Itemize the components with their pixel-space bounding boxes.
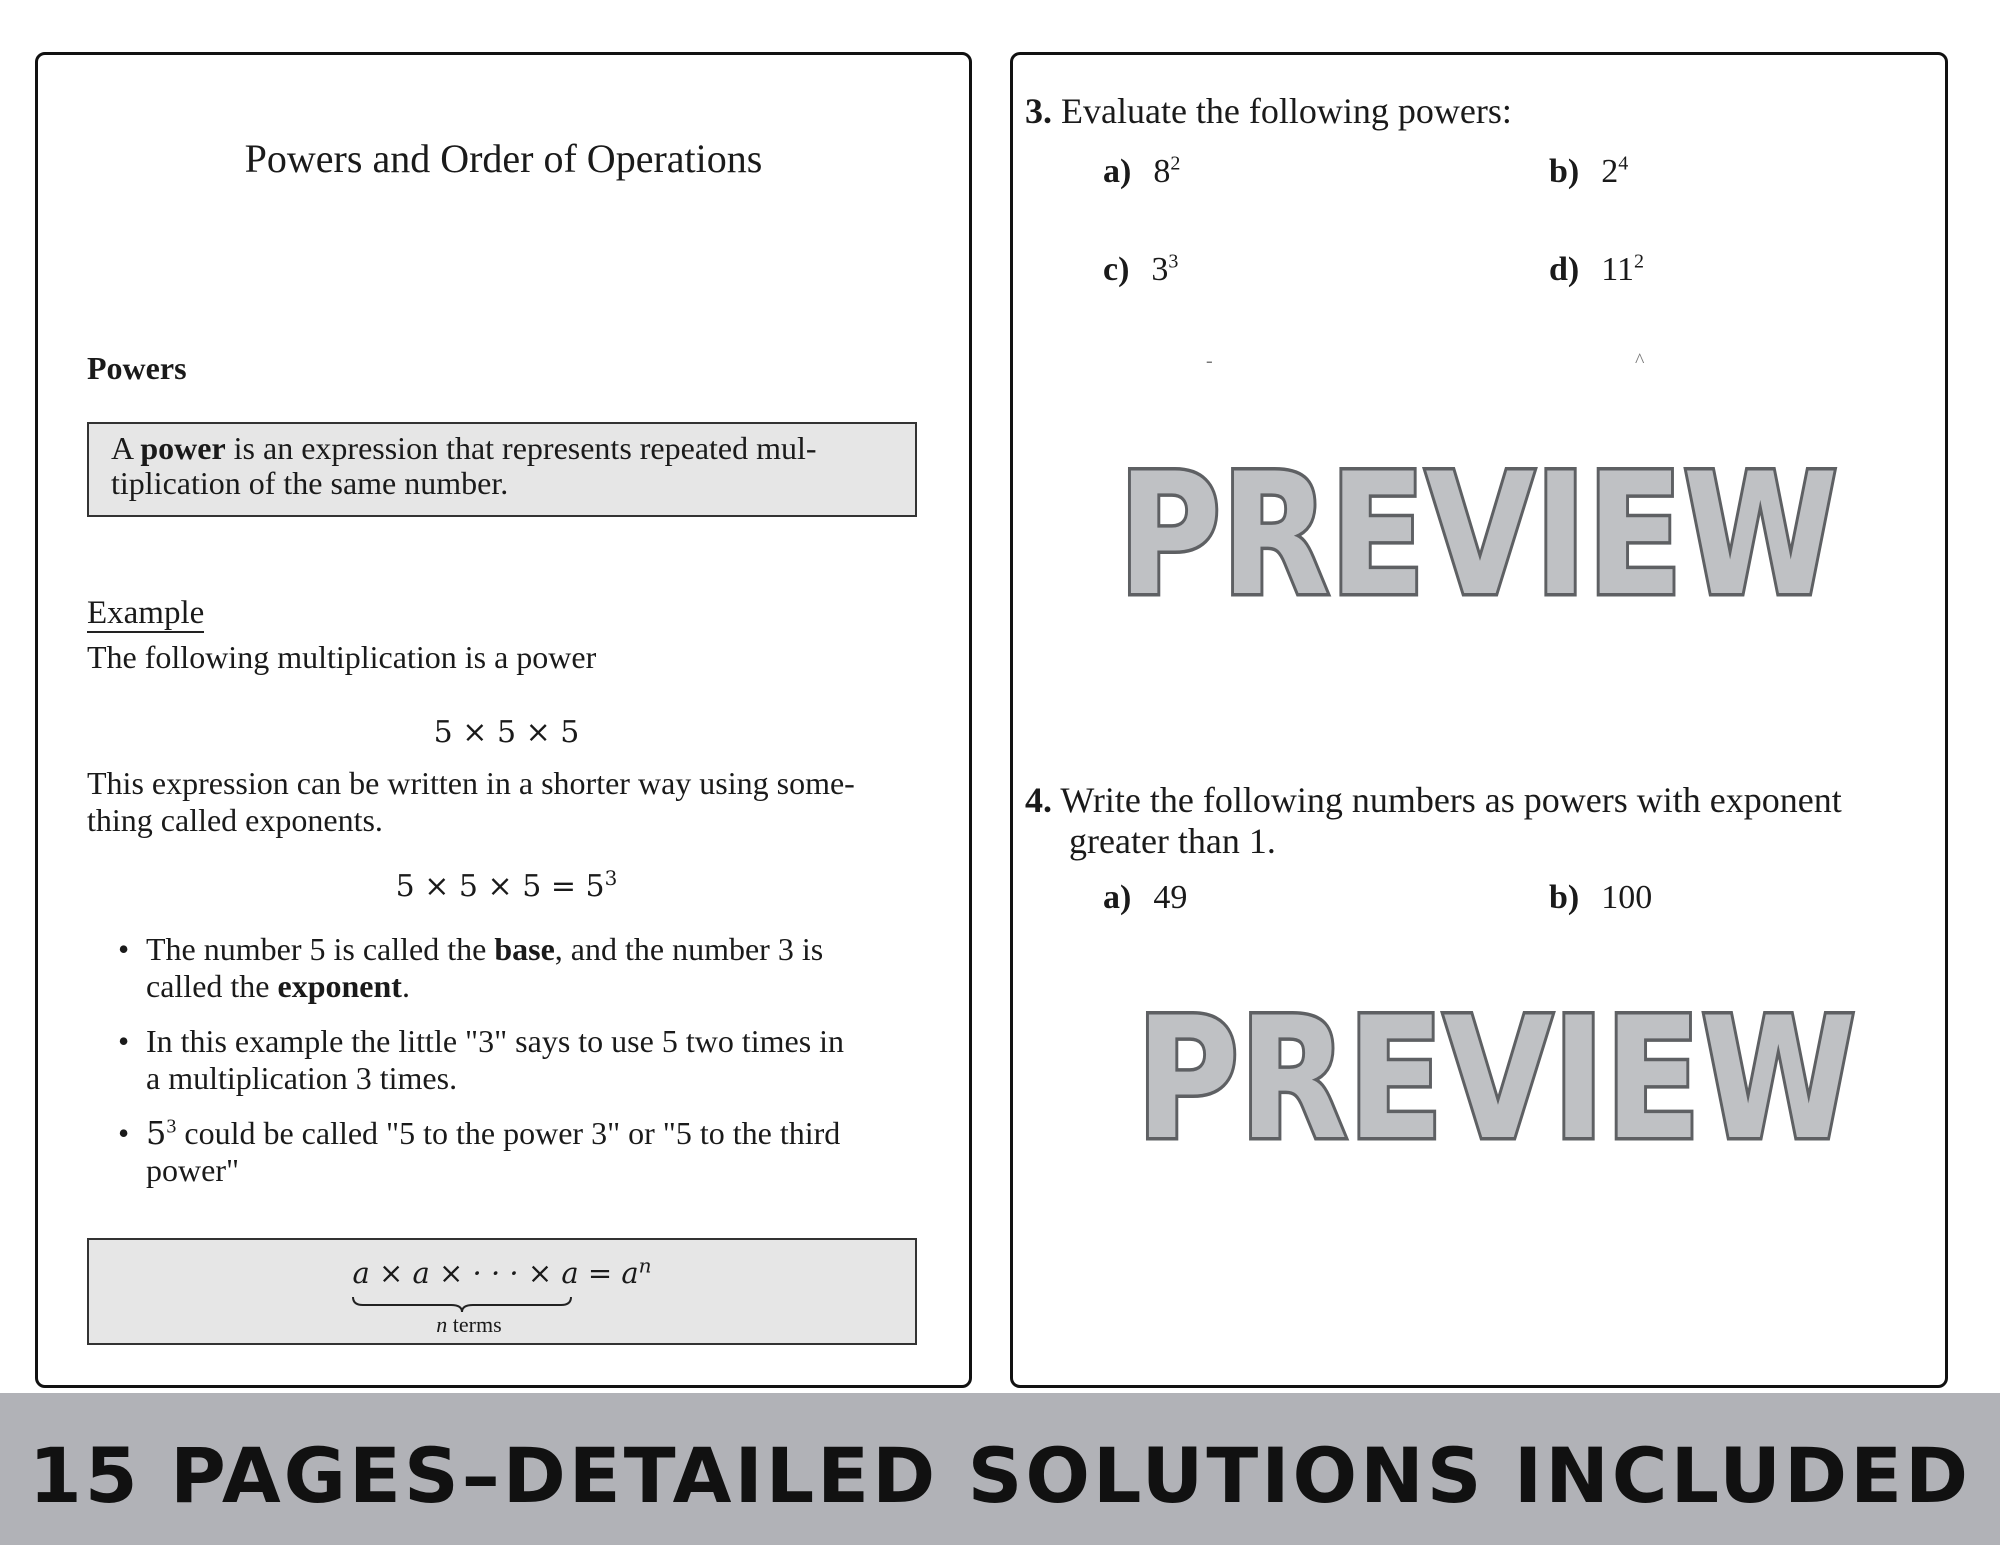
bullet-text: power" [146, 1152, 240, 1188]
question-3-item-c [1103, 251, 1178, 289]
svg-text:PREVIEW: PREVIEW [1118, 437, 1838, 633]
item-exponent: 2 [1170, 152, 1181, 175]
power-formula [89, 1253, 915, 1290]
question-3-item-d [1549, 251, 1644, 289]
preview-watermark-top [1108, 437, 1848, 633]
example-label: Example [87, 595, 205, 631]
item-exponent: 3 [1168, 250, 1179, 273]
math-expression: 5 × 5 × 5 [433, 715, 580, 750]
underbrace-icon [351, 1295, 573, 1313]
item-value: 100 [1601, 879, 1653, 916]
cropped-mark: ^ [1635, 350, 1645, 372]
item-key: b) [1549, 879, 1580, 916]
equation-exponent: 3 [604, 866, 618, 890]
power-base: 5 [146, 1114, 167, 1152]
item-key: a) [1103, 153, 1132, 190]
banner-text: 15 PAGES–DETAILED SOLUTIONS INCLUDED [28, 1431, 1972, 1520]
equation-left: 5 × 5 × 5 = 5 [395, 869, 605, 904]
item-key: a) [1103, 879, 1132, 916]
question-4 [1025, 780, 1842, 862]
item-key: d) [1549, 251, 1580, 288]
bullet-text: called the [146, 968, 278, 1004]
question-text: Write the following numbers as powers with exponent [1052, 780, 1842, 820]
paragraph-line2: thing called exponents. [87, 802, 383, 838]
formula-sub-text: terms [447, 1312, 502, 1337]
item-base: 8 [1153, 153, 1171, 190]
worksheet-page-left [35, 52, 972, 1388]
bullet-text: a multiplication 3 times. [146, 1060, 458, 1096]
preview-watermark-bottom [1126, 981, 1866, 1177]
page-title: Powers and Order of Operations [244, 136, 763, 181]
bullet-text: , and the number 3 is [554, 931, 824, 967]
question-text-line2: greater than 1. [1069, 821, 1276, 861]
bullet-item [118, 1115, 928, 1189]
formula-lhs: a × a × · · · × a = a [352, 1256, 639, 1290]
bullet-bold-term: base [494, 931, 555, 967]
section-heading: Powers [87, 350, 187, 386]
worksheet-page-right [1010, 52, 1948, 1388]
cropped-mark: - [1206, 350, 1213, 372]
svg-text:PREVIEW: PREVIEW [1136, 981, 1856, 1177]
item-base: 2 [1601, 153, 1619, 190]
definition-term: power [140, 430, 226, 466]
definition-box [87, 422, 917, 517]
bullet-text: could be called "5 to the power 3" or "5 to the third [176, 1115, 841, 1151]
example-intro: The following multiplication is a power [87, 639, 597, 675]
paragraph-line1: This expression can be written in a shorter way using some- [87, 765, 855, 801]
definition-text: is an expression that represents repeated mul- [225, 430, 817, 466]
power-exponent: 3 [166, 1115, 177, 1138]
question-3 [1025, 90, 1512, 132]
bullet-list [118, 931, 928, 1207]
definition-text-line2: tiplication of the same number. [111, 465, 509, 501]
item-exponent: 4 [1618, 152, 1629, 175]
footer-banner [0, 1393, 2000, 1545]
bullet-item [118, 1023, 928, 1097]
formula-sub-variable: n [436, 1312, 448, 1337]
formula-exponent: n [638, 1253, 652, 1278]
math-equation [38, 866, 975, 904]
item-value: 49 [1153, 879, 1188, 916]
question-text: Evaluate the following powers: [1052, 91, 1512, 131]
bullet-text: The number 5 is called the [146, 931, 495, 967]
bullet-bold-term: exponent [277, 968, 402, 1004]
definition-prefix: A [111, 430, 141, 466]
item-base: 3 [1151, 251, 1169, 288]
question-3-item-a [1103, 153, 1180, 191]
bullet-item [118, 931, 928, 1005]
question-3-item-b [1549, 153, 1628, 191]
question-4-item-a [1103, 879, 1187, 917]
bullet-text: In this example the little "3" says to use 5 two times in [146, 1023, 845, 1059]
formula-box [87, 1238, 917, 1345]
bullet-text: . [401, 968, 410, 1004]
question-number: 3. [1025, 91, 1052, 131]
item-exponent: 2 [1633, 250, 1644, 273]
question-4-item-b [1549, 879, 1652, 917]
explanation-paragraph [87, 765, 927, 839]
formula-subscript [89, 1312, 849, 1338]
item-base: 11 [1601, 251, 1634, 288]
question-number: 4. [1025, 780, 1052, 820]
item-key: c) [1103, 251, 1130, 288]
item-key: b) [1549, 153, 1580, 190]
